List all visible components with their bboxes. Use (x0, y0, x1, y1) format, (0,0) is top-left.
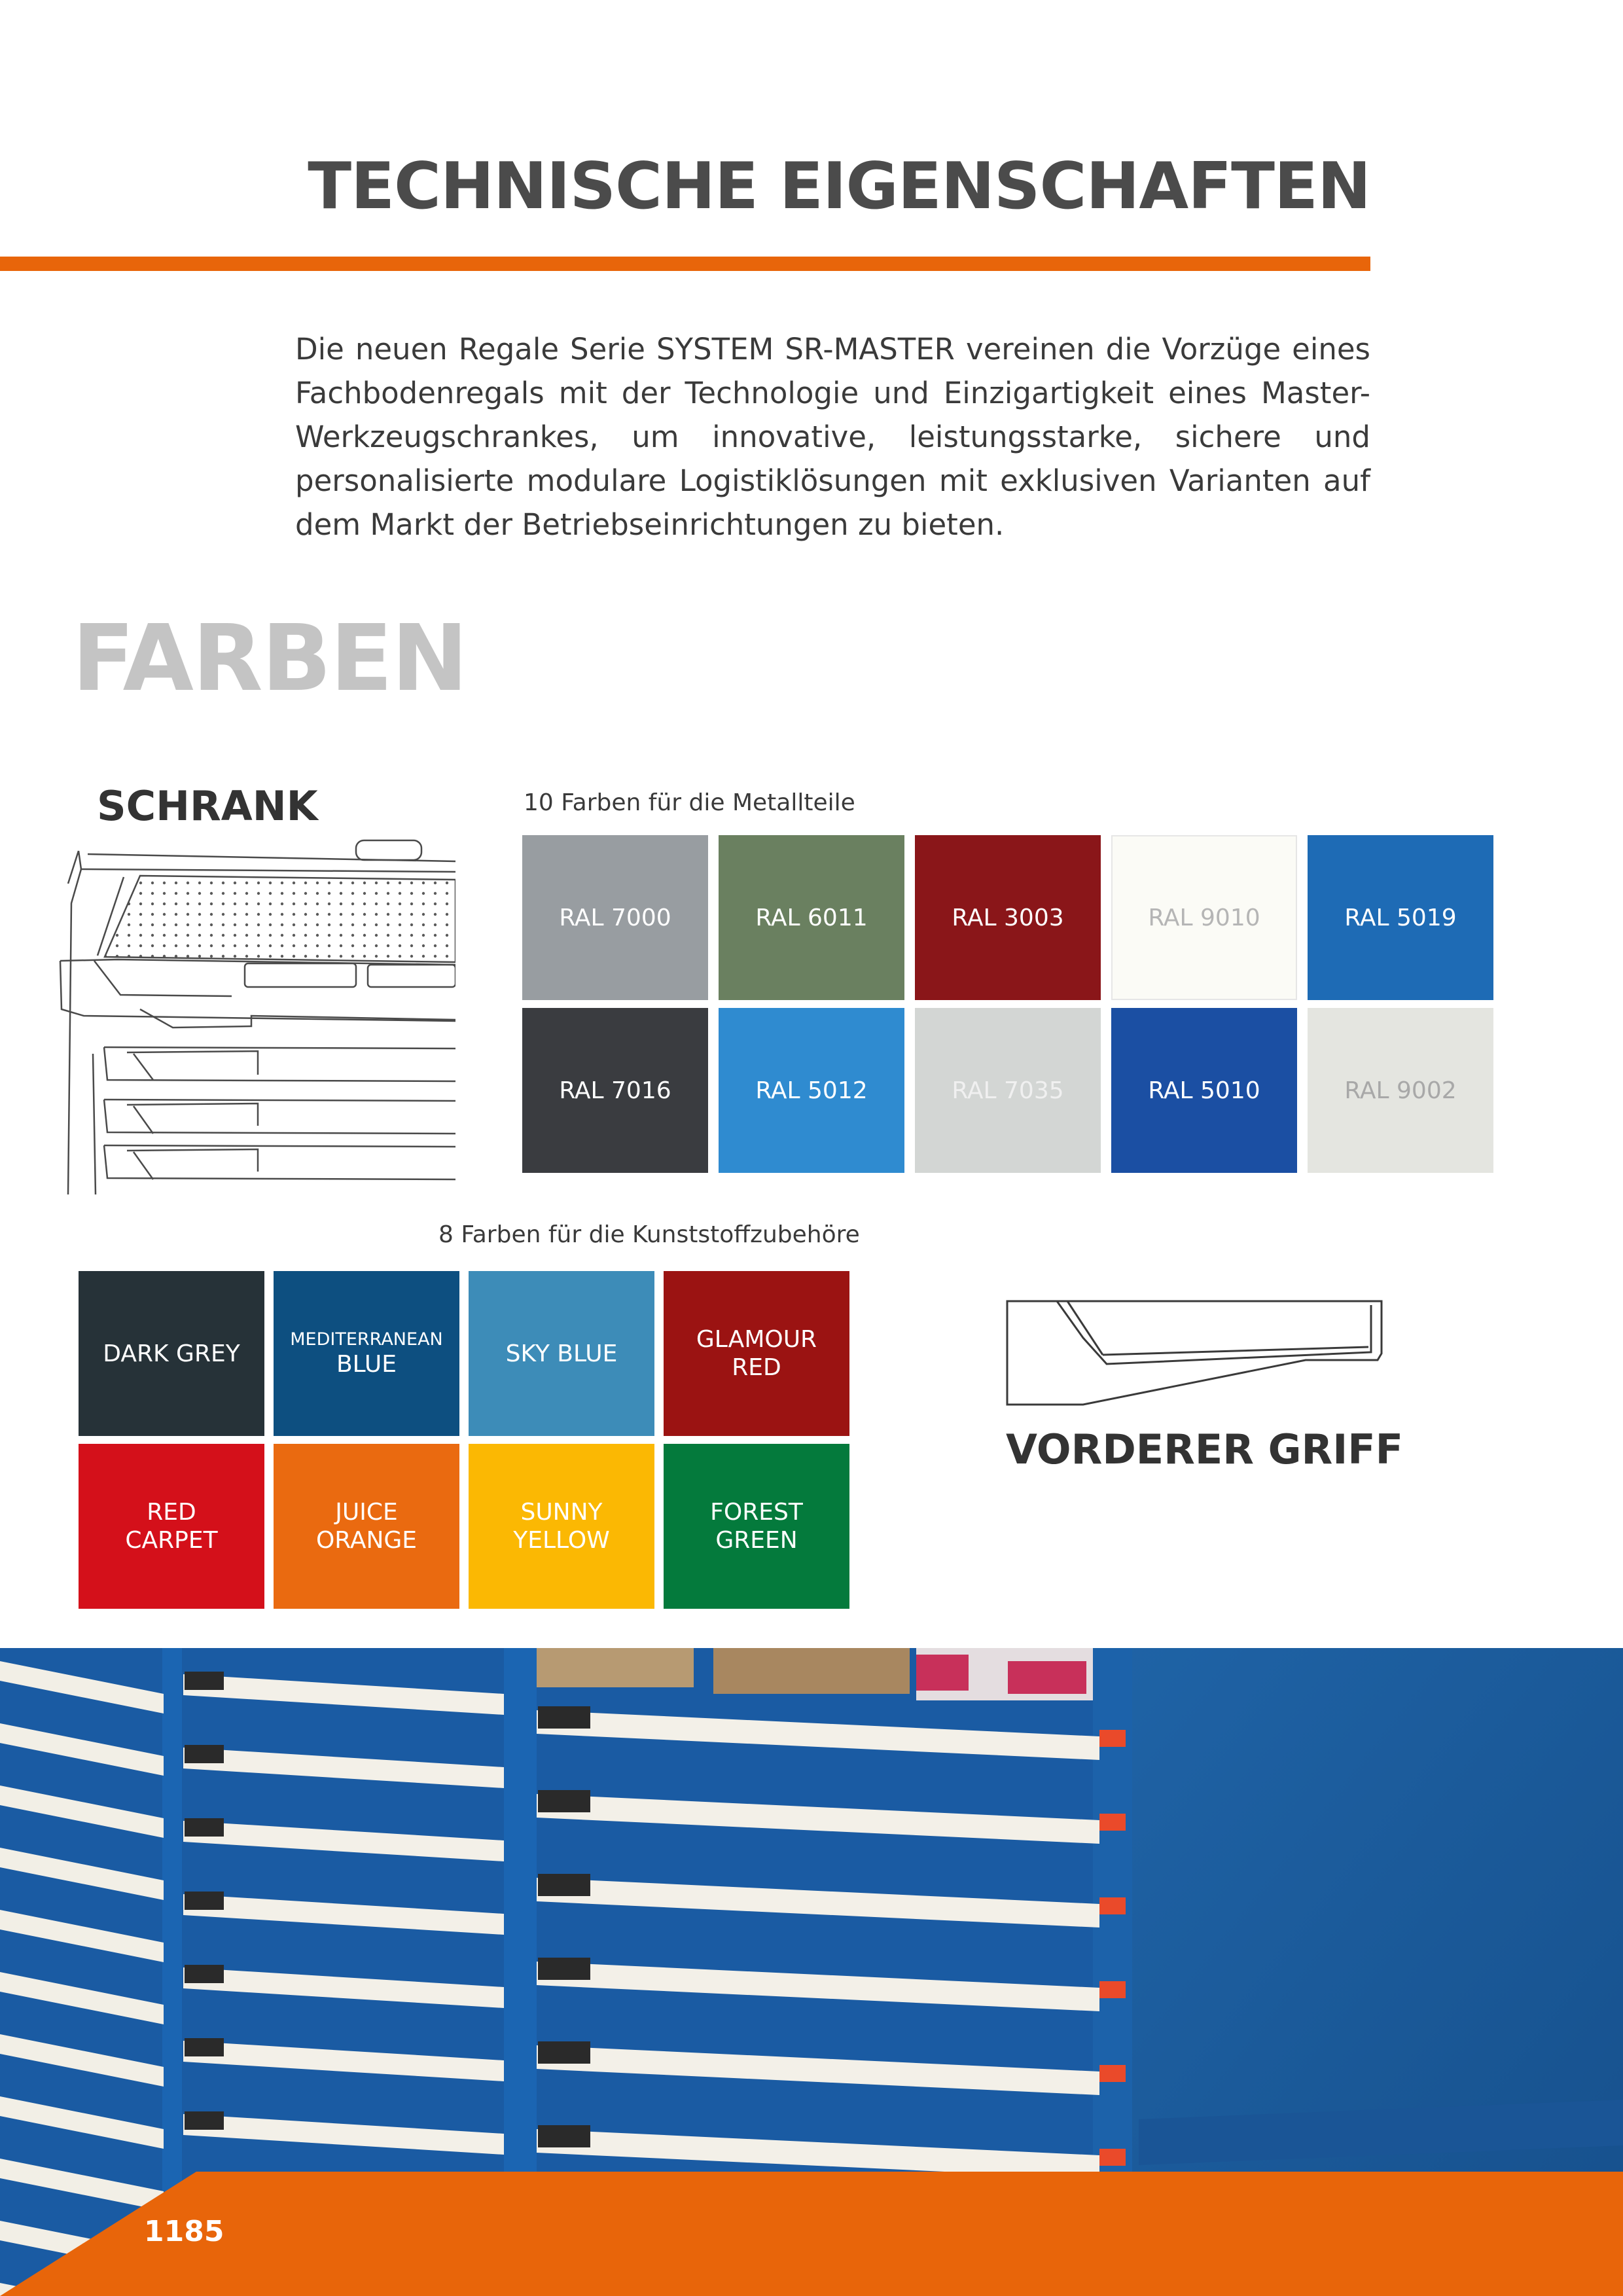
plastic-swatch-red-carpet (79, 1444, 264, 1609)
drawer-tag (1099, 2065, 1126, 2082)
colors-heading: FARBEN (72, 605, 467, 712)
plastic-swatch-juice-orange (274, 1444, 459, 1609)
metal-swatch-ral-7035: RAL 7035 (915, 1008, 1101, 1173)
drawer-tag (1099, 1814, 1126, 1831)
cabinet-label: SCHRANK (97, 782, 318, 830)
metal-swatch-ral-9002: RAL 9002 (1308, 1008, 1493, 1173)
metal-swatch-ral-5019: RAL 5019 (1308, 835, 1493, 1000)
drawer-tag (1099, 1897, 1126, 1914)
swatch-label-line1: SKY BLUE (505, 1340, 618, 1367)
drawer-label-holder (538, 1706, 590, 1729)
page-number: 1185 (144, 2215, 224, 2248)
metal-swatch-ral-5012: RAL 5012 (719, 1008, 904, 1173)
plastic-swatch-dark-grey (79, 1271, 264, 1436)
drawer-label-holder (185, 1892, 224, 1910)
plastic-swatch-sunny-yellow (469, 1444, 654, 1609)
drawer-label-holder (185, 1745, 224, 1763)
drawer-label-holder (538, 1790, 590, 1812)
intro-paragraph: Die neuen Regale Serie SYSTEM SR-MASTER vereinen die Vorzüge eines Fachbodenregals mit der Technologie und Einzigartigkeit eines Master-Werkzeugschrankes, um innovative, leistungsstarke, sichere und personalisierte modulare Logistiklösungen mit exklusiven Varianten auf dem Markt der Betriebseinrichtungen zu bieten. (295, 332, 1370, 542)
drawer-label-holder (538, 2041, 590, 2064)
drawer-tag (1099, 1981, 1126, 1998)
front-handle-drawing (1005, 1297, 1384, 1408)
drawer-label-holder (538, 1958, 590, 1980)
orange-footer-band (0, 2172, 1623, 2296)
drawer-label-holder (185, 1818, 224, 1837)
page-title: TECHNISCHE EIGENSCHAFTEN (308, 149, 1370, 224)
metal-swatch-ral-9010: RAL 9010 (1111, 835, 1297, 1000)
swatch-label-line2: CARPET (125, 1527, 218, 1554)
swatch-label-line1: FOREST (710, 1499, 803, 1526)
swatch-label-line1: SUNNY (520, 1499, 603, 1526)
plastic-colors-caption: 8 Farben für die Kunststoffzubehöre (438, 1221, 860, 1248)
metal-swatch-ral-5010: RAL 5010 (1111, 1008, 1297, 1173)
title-underline (0, 257, 1370, 271)
metal-colors-caption: 10 Farben für die Metallteile (524, 789, 855, 816)
swatch-label-line2: RED (732, 1354, 781, 1381)
front-handle-label: VORDERER GRIFF (1006, 1426, 1403, 1473)
swatch-label-line1: RED (147, 1499, 196, 1526)
metal-swatch-ral-6011: RAL 6011 (719, 835, 904, 1000)
swatch-label-line2: GREEN (715, 1527, 798, 1554)
swatch-label-line1: DARK GREY (103, 1340, 240, 1367)
swatch-label-line1: GLAMOUR (696, 1326, 817, 1353)
swatch-label-line1: MEDITERRANEAN (290, 1329, 443, 1350)
cabinet-line-drawing (55, 838, 455, 1194)
drawer-tag (1099, 1730, 1126, 1747)
swatch-label-line1: JUICE (335, 1499, 398, 1526)
plastic-swatch-sky-blue (469, 1271, 654, 1436)
metal-swatch-ral-7016: RAL 7016 (522, 1008, 708, 1173)
drawer-label-holder (538, 1874, 590, 1896)
drawer-label-holder (538, 2125, 590, 2147)
swatch-label-line2: YELLOW (513, 1527, 610, 1554)
metal-swatch-ral-3003: RAL 3003 (915, 835, 1101, 1000)
plastic-swatch-forest-green (664, 1444, 849, 1609)
drawer-label-holder (185, 1965, 224, 1983)
drawer-label-holder (185, 2111, 224, 2130)
plastic-swatch-mediterranean-blue (274, 1271, 459, 1436)
plastic-swatch-glamour-red (664, 1271, 849, 1436)
swatch-label-line2: ORANGE (315, 1527, 418, 1554)
drawer-label-holder (185, 2038, 224, 2056)
drawer-tag (1099, 2149, 1126, 2166)
drawer-label-holder (185, 1672, 224, 1690)
metal-swatch-ral-7000: RAL 7000 (522, 835, 708, 1000)
swatch-label-line2: BLUE (336, 1350, 397, 1378)
